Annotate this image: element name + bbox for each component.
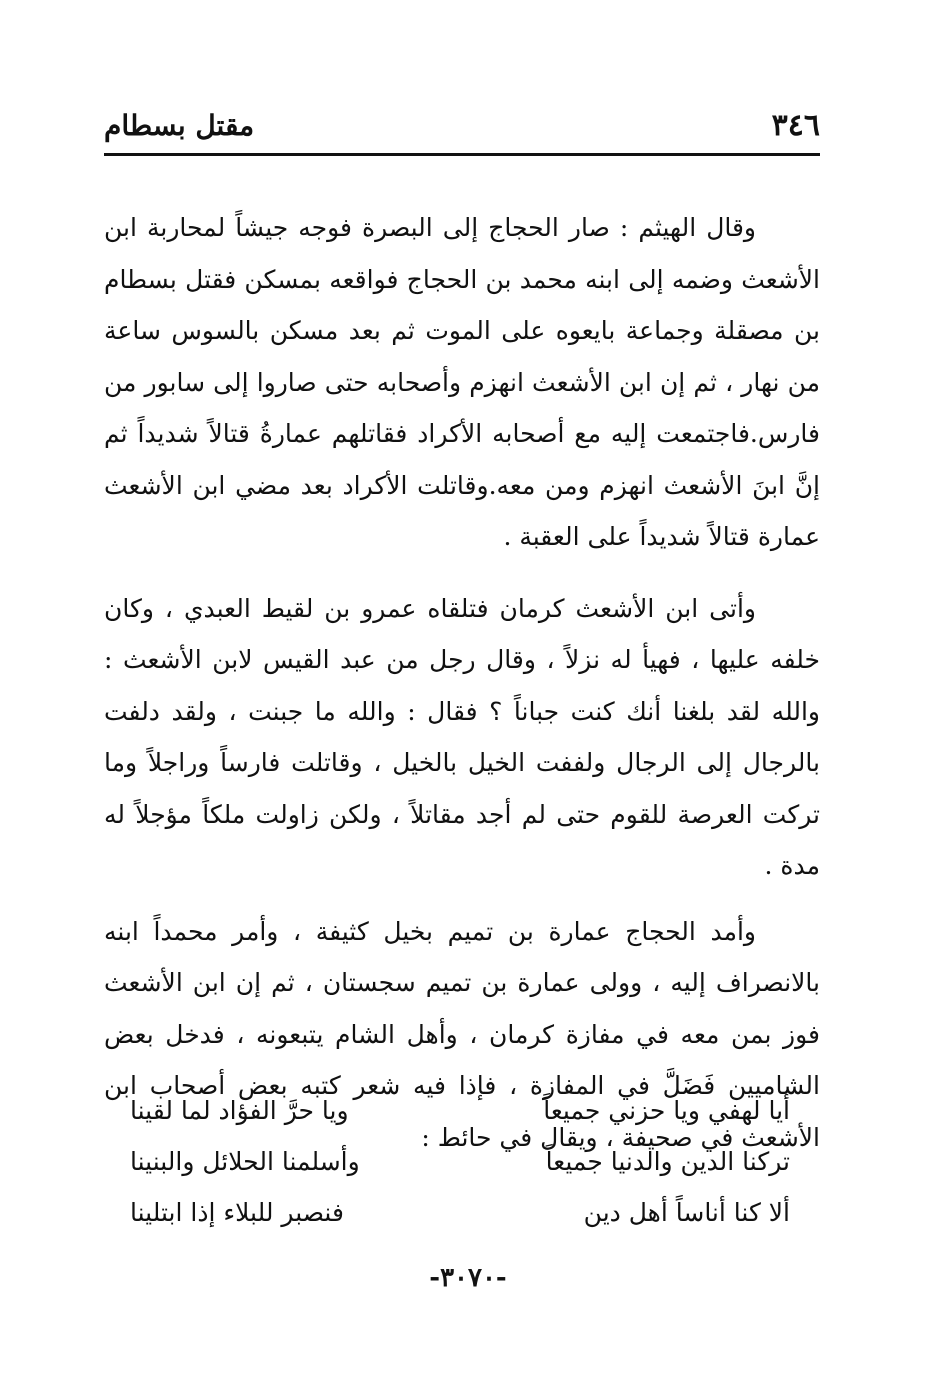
poem [130, 1085, 790, 1238]
paragraph-2: وأتى ابن الأشعث كرمان فتلقاه عمرو بن لقيط العبدي ، وكان خلفه عليها ، فهيأ له نزلاً ، وقال رجل من عبد القيس لابن الأشعث : والله لقد بلغنا أنك كنت جباناً ؟ فقال : والله ما جبنت ، ولقد دلفت بالرجال إلى الرجال ولففت الخيل بالخيل ، وقاتلت فارساً وراجلاً وما تركت العرصة للقوم حتى لم أجد مقاتلاً ، ولكن زاولت ملكاً مؤجلاً له مدة . [104, 593, 820, 880]
page-footer-marker: -٣٠٧٠- [429, 1263, 507, 1293]
verse-second-hemistich: فنصبر للبلاء إذا ابتلينا [130, 1198, 344, 1227]
paragraph-1: وقال الهيثم : صار الحجاج إلى البصرة فوجه جيشاً لمحاربة ابن الأشعث وضمه إلى ابنه محمد بن الحجاج فواقعه بمسكن فقتل بسطام بن مصقلة وجماعة بايعوه على الموت ثم بعد مسكن بالسوس ساعة من نهار ، ثم إن ابن الأشعث انهزم وأصحابه حتى صاروا إلى سابور من فارس.فاجتمعت إليه مع أصحابه الأكراد فقاتلهم عمارةُ قتالاً شديداً ثم إنَّ ابنَ الأشعث انهزم ومن معه.وقاتلت الأكراد بعد مضي ابن الأشعث عمارة قتالاً شديداً على العقبة . [104, 213, 820, 551]
verse-first-hemistich: ألا كنا أناساً أهل دين [583, 1198, 790, 1227]
page-number: ٣٤٦ [771, 108, 820, 143]
verse-line [130, 1187, 790, 1238]
verse-second-hemistich: ويا حرَّ الفؤاد لما لقينا [130, 1096, 349, 1125]
verse-first-hemistich: تركنا الدين والدنيا جميعاً [545, 1147, 790, 1176]
verse-line [130, 1136, 790, 1187]
chapter-title: مقتل بسطام [104, 109, 255, 142]
paragraph-3: وأمد الحجاج عمارة بن تميم بخيل كثيفة ، وأمر محمداً ابنه بالانصراف إليه ، وولى عمارة بن تميم سجستان ، ثم إن ابن الأشعث فوز بمن معه في مفازة كرمان ، وأهل الشام يتبعونه ، فدخل بعض الشاميين فَضَلَّ في المفازة ، فإذا فيه شعر كتبه بعض أصحاب ابن الأشعث في صحيفة ، ويقال في حائط : [104, 916, 820, 1152]
header-rule [104, 153, 820, 156]
verse-second-hemistich: وأسلمنا الحلائل والبنينا [130, 1147, 360, 1176]
body-text [104, 202, 820, 1163]
verse-first-hemistich: أيا لهفي ويا حزني جميعاً [543, 1096, 790, 1125]
page-header [104, 106, 820, 154]
verse-line [130, 1085, 790, 1136]
